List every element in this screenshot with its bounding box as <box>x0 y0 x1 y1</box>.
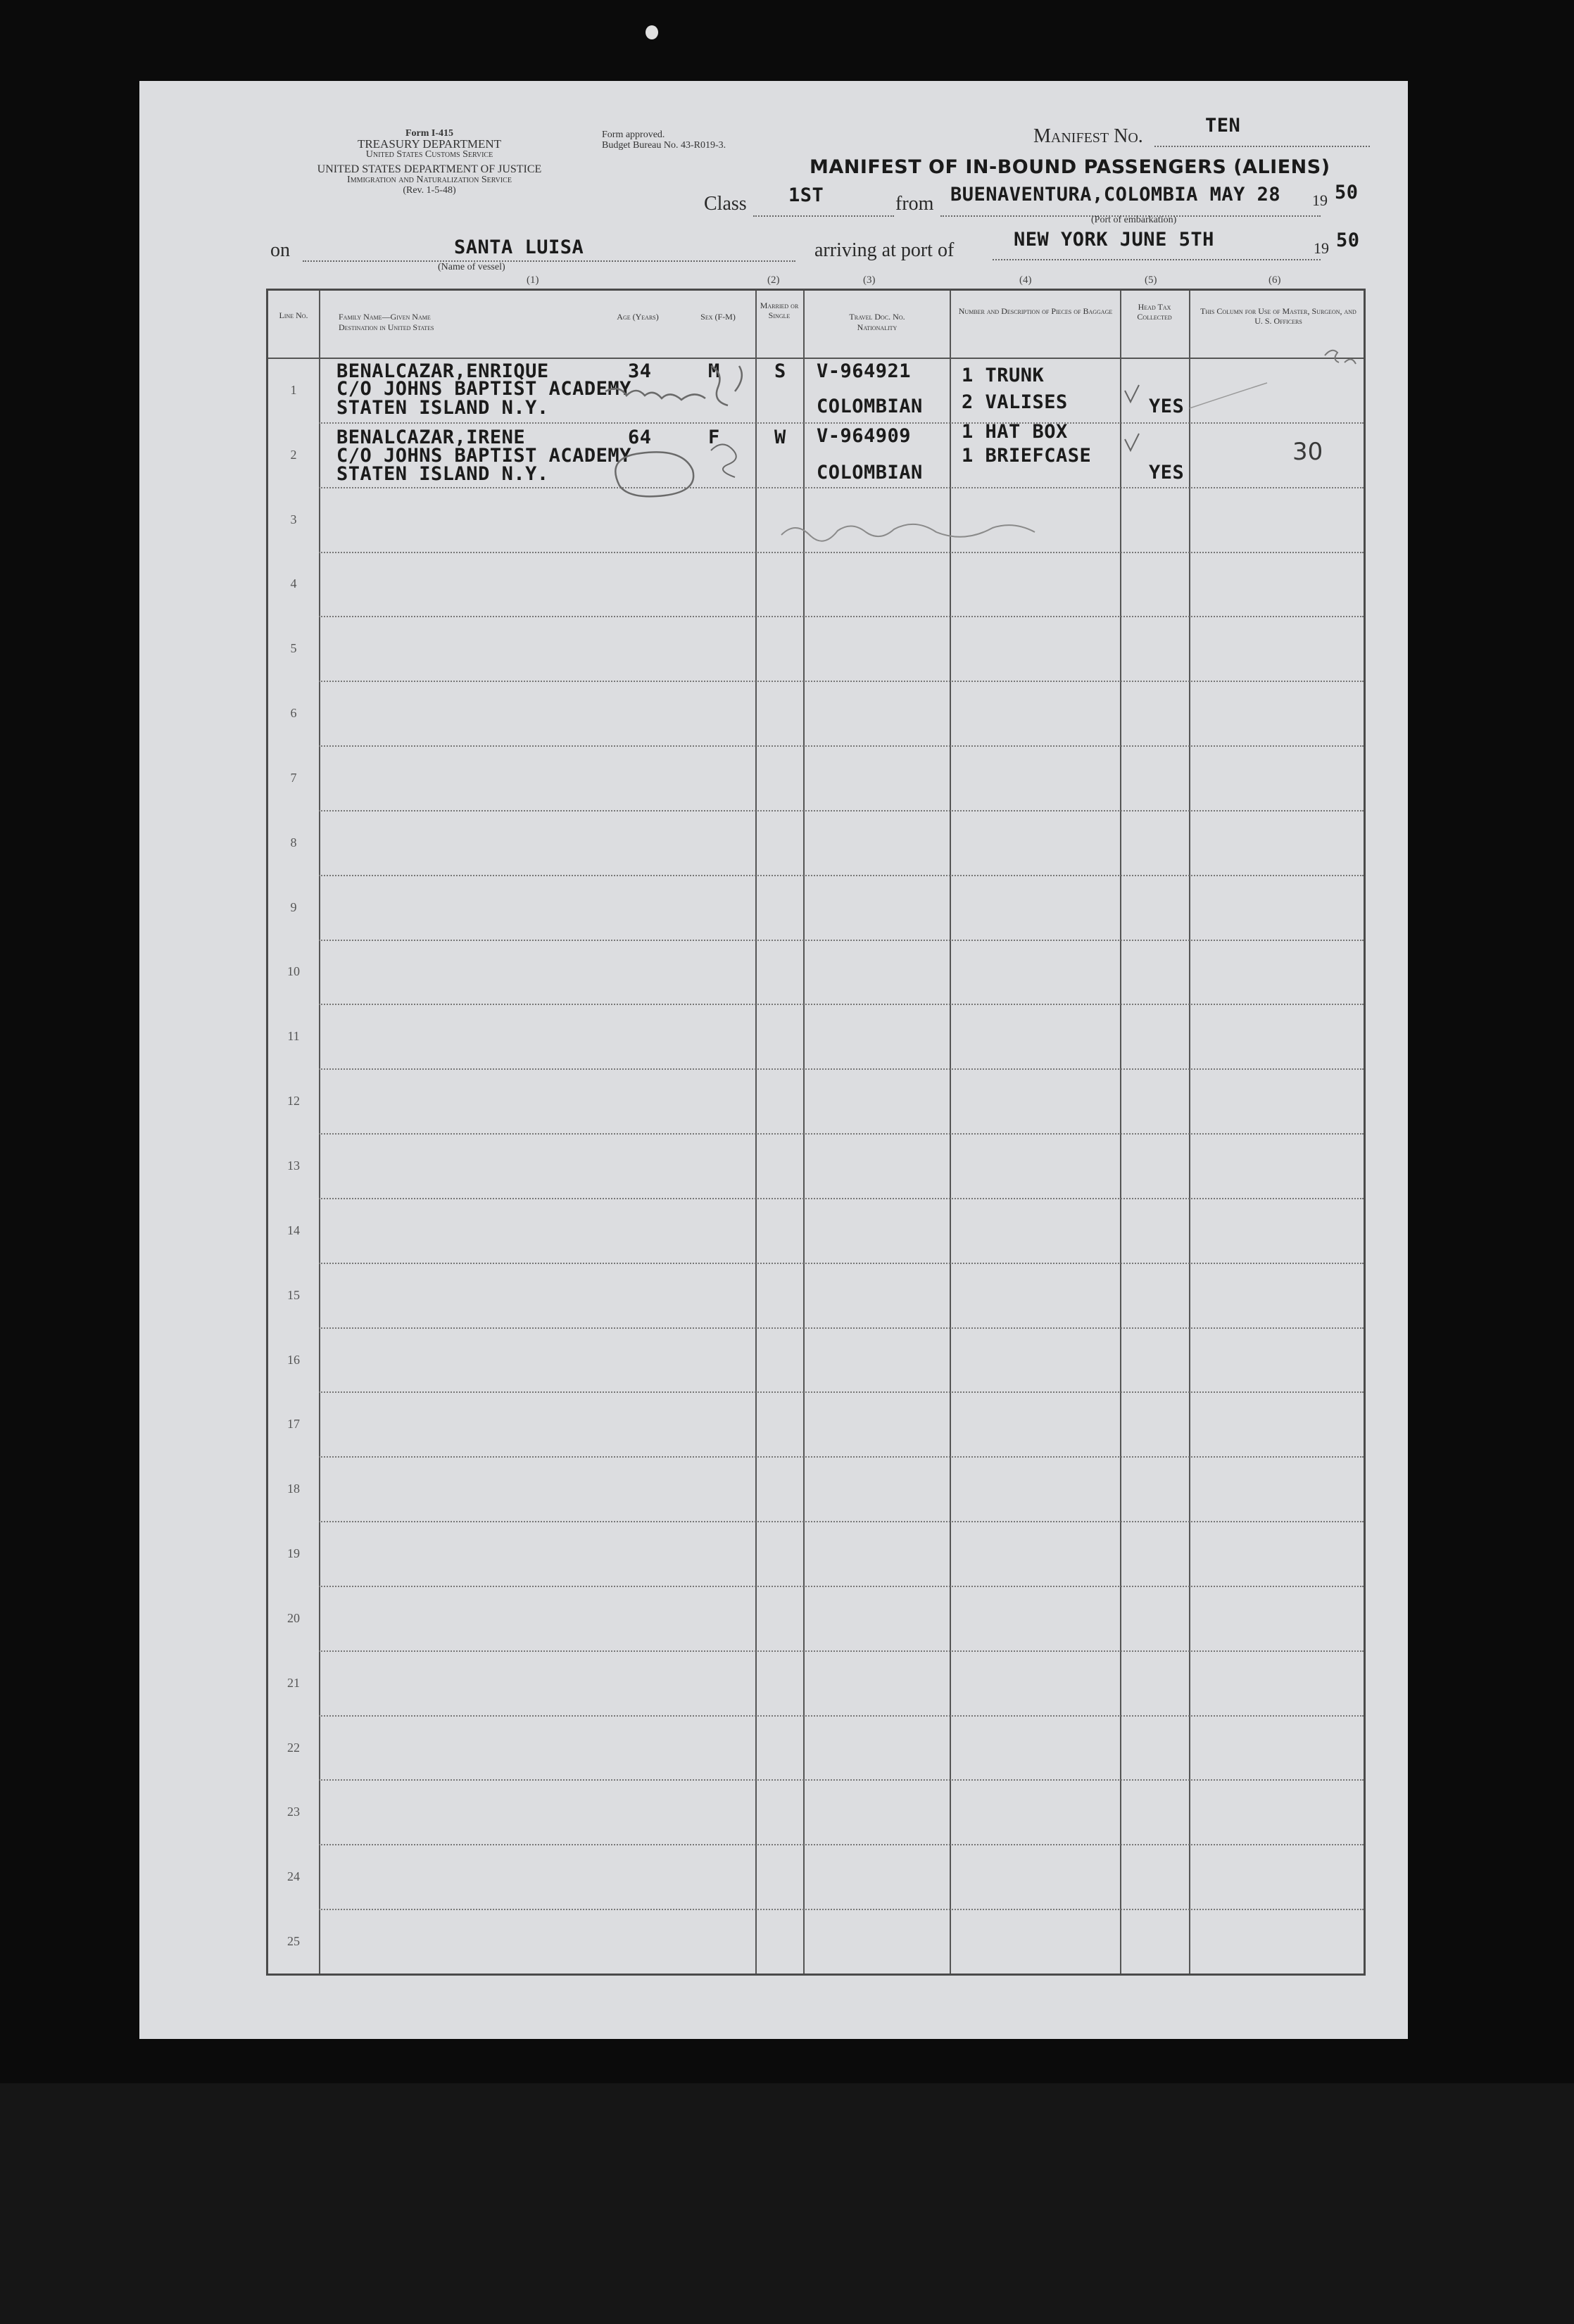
row-separator <box>319 1779 1364 1781</box>
justice-label: UNITED STATES DEPARTMENT OF JUSTICE <box>317 163 542 175</box>
year-prefix-arrival: 19 <box>1314 239 1329 257</box>
arrival-value: NEW YORK JUNE 5TH <box>1014 229 1214 251</box>
line-number: 2 <box>290 447 297 462</box>
line-number: 10 <box>287 964 300 979</box>
line-number: 1 <box>290 382 297 397</box>
column-number-4: (4) <box>1019 274 1032 286</box>
row-1-sex: M <box>708 360 720 382</box>
line-number: 4 <box>290 576 297 591</box>
column-number-5: (5) <box>1145 274 1157 286</box>
row-1-age: 34 <box>628 360 652 382</box>
row-separator <box>319 1586 1364 1587</box>
column-number-1: (1) <box>527 274 539 286</box>
header-sex: Sex (F-M) <box>700 312 736 322</box>
year-arrival: 50 <box>1336 229 1360 251</box>
row-separator <box>319 1004 1364 1005</box>
year-from: 50 <box>1335 182 1359 203</box>
budget-number: Budget Bureau No. 43-R019-3. <box>602 140 726 151</box>
year-prefix-from: 19 <box>1312 191 1328 209</box>
row-separator <box>319 1068 1364 1070</box>
column-number-6: (6) <box>1268 274 1281 286</box>
header-travel-doc: Travel Doc. No. <box>849 312 905 322</box>
row-separator <box>319 875 1364 876</box>
class-label: Class <box>704 193 747 215</box>
row-1-baggage1: 1 TRUNK <box>962 365 1045 386</box>
column-number-2: (2) <box>767 274 780 286</box>
row-separator <box>319 1650 1364 1652</box>
on-label: on <box>270 239 290 261</box>
row-separator <box>319 1263 1364 1264</box>
row-separator <box>319 810 1364 811</box>
page-title: MANIFEST OF IN-BOUND PASSENGERS (ALIENS) <box>810 156 1330 178</box>
row-separator <box>319 1133 1364 1135</box>
header-baggage: Number and Description of Pieces of Baggage <box>958 306 1113 316</box>
row-2-officer-note: 30 <box>1292 438 1323 466</box>
vessel-name: SANTA LUISA <box>454 236 584 258</box>
row-1-nationality: COLOMBIAN <box>817 396 923 417</box>
row-2-age: 64 <box>628 427 652 448</box>
from-value: BUENAVENTURA,COLOMBIA MAY 28 <box>950 184 1281 206</box>
row-2-sex: F <box>708 427 720 448</box>
row-1-baggage2: 2 VALISES <box>962 391 1068 413</box>
row-separator <box>319 1909 1364 1910</box>
row-2-nationality: COLOMBIAN <box>817 462 923 484</box>
line-number: 6 <box>290 706 297 721</box>
header-officers: This Column for Use of Master, Surgeon, and U. S. Officers <box>1200 306 1356 326</box>
row-2-name: BENALCAZAR,IRENE <box>336 427 526 448</box>
row-separator <box>319 1844 1364 1845</box>
header-age: Age (Years) <box>617 312 659 322</box>
line-number: 17 <box>287 1417 300 1432</box>
row-separator <box>319 940 1364 941</box>
row-1-addr1: C/O JOHNS BAPTIST ACADEMY <box>336 378 631 400</box>
treasury-label: TREASURY DEPARTMENT <box>357 137 502 151</box>
header-destination: Destination in United States <box>339 322 434 332</box>
manifest-no-value: TEN <box>1205 115 1241 137</box>
customs-label: United States Customs Service <box>365 149 493 160</box>
form-number: Form I-415 <box>405 128 454 139</box>
line-number: 9 <box>290 899 297 914</box>
vessel-caption: (Name of vessel) <box>438 262 505 272</box>
from-label: from <box>895 193 934 215</box>
manifest-no-label: Manifest No. <box>1033 125 1143 147</box>
line-number: 13 <box>287 1158 300 1173</box>
line-number: 3 <box>290 512 297 526</box>
line-number: 21 <box>287 1675 300 1690</box>
scanner-bottom <box>0 2083 1574 2324</box>
row-2-marital: W <box>774 427 786 448</box>
row-separator <box>319 1391 1364 1393</box>
handwritten-annotations <box>0 0 1574 633</box>
line-number: 7 <box>290 770 297 785</box>
row-1-name: BENALCAZAR,ENRIQUE <box>336 360 549 382</box>
line-number: 5 <box>290 641 297 656</box>
line-number: 8 <box>290 835 297 850</box>
row-2-baggage1: 1 HAT BOX <box>962 421 1068 443</box>
ins-label: Immigration and Naturalization Service <box>347 175 512 185</box>
column-number-3: (3) <box>863 274 876 286</box>
row-2-doc: V-964909 <box>817 425 912 447</box>
row-separator <box>319 681 1364 682</box>
row-separator <box>319 745 1364 747</box>
row-2-tax: YES <box>1149 462 1185 484</box>
line-number: 19 <box>287 1546 300 1561</box>
header-name: Family Name—Given Name <box>339 312 431 322</box>
row-separator <box>319 1327 1364 1329</box>
row-2-baggage2: 1 BRIEFCASE <box>962 445 1092 467</box>
line-number: 15 <box>287 1287 300 1302</box>
class-value: 1ST <box>788 184 824 206</box>
line-number: 23 <box>287 1805 300 1819</box>
line-number: 18 <box>287 1482 300 1496</box>
row-2-addr2: STATEN ISLAND N.Y. <box>336 463 549 485</box>
arriving-label: arriving at port of <box>814 239 955 261</box>
line-number: 25 <box>287 1934 300 1949</box>
header-nationality: Nationality <box>857 322 898 332</box>
line-number: 24 <box>287 1869 300 1884</box>
header-line-no: Line No. <box>279 310 308 320</box>
line-number: 14 <box>287 1223 300 1237</box>
header-head-tax: Head Tax Collected <box>1137 302 1172 322</box>
line-number: 16 <box>287 1352 300 1367</box>
form-approved: Form approved. <box>602 130 665 140</box>
port-caption: (Port of embarkation) <box>1091 215 1177 225</box>
row-separator <box>319 1715 1364 1717</box>
row-separator <box>319 1521 1364 1522</box>
row-1-tax: YES <box>1149 396 1185 417</box>
row-2-addr1: C/O JOHNS BAPTIST ACADEMY <box>336 445 631 467</box>
row-1-doc: V-964921 <box>817 360 912 382</box>
rev-label: (Rev. 1-5-48) <box>403 185 456 196</box>
row-1-addr2: STATEN ISLAND N.Y. <box>336 397 549 419</box>
line-number: 22 <box>287 1740 300 1755</box>
header-married: Married or Single <box>760 301 799 320</box>
row-separator <box>319 1456 1364 1458</box>
line-number: 11 <box>287 1029 300 1044</box>
line-number: 12 <box>287 1094 300 1109</box>
row-1-marital: S <box>774 360 786 382</box>
line-number: 20 <box>287 1610 300 1625</box>
row-separator <box>319 1198 1364 1199</box>
